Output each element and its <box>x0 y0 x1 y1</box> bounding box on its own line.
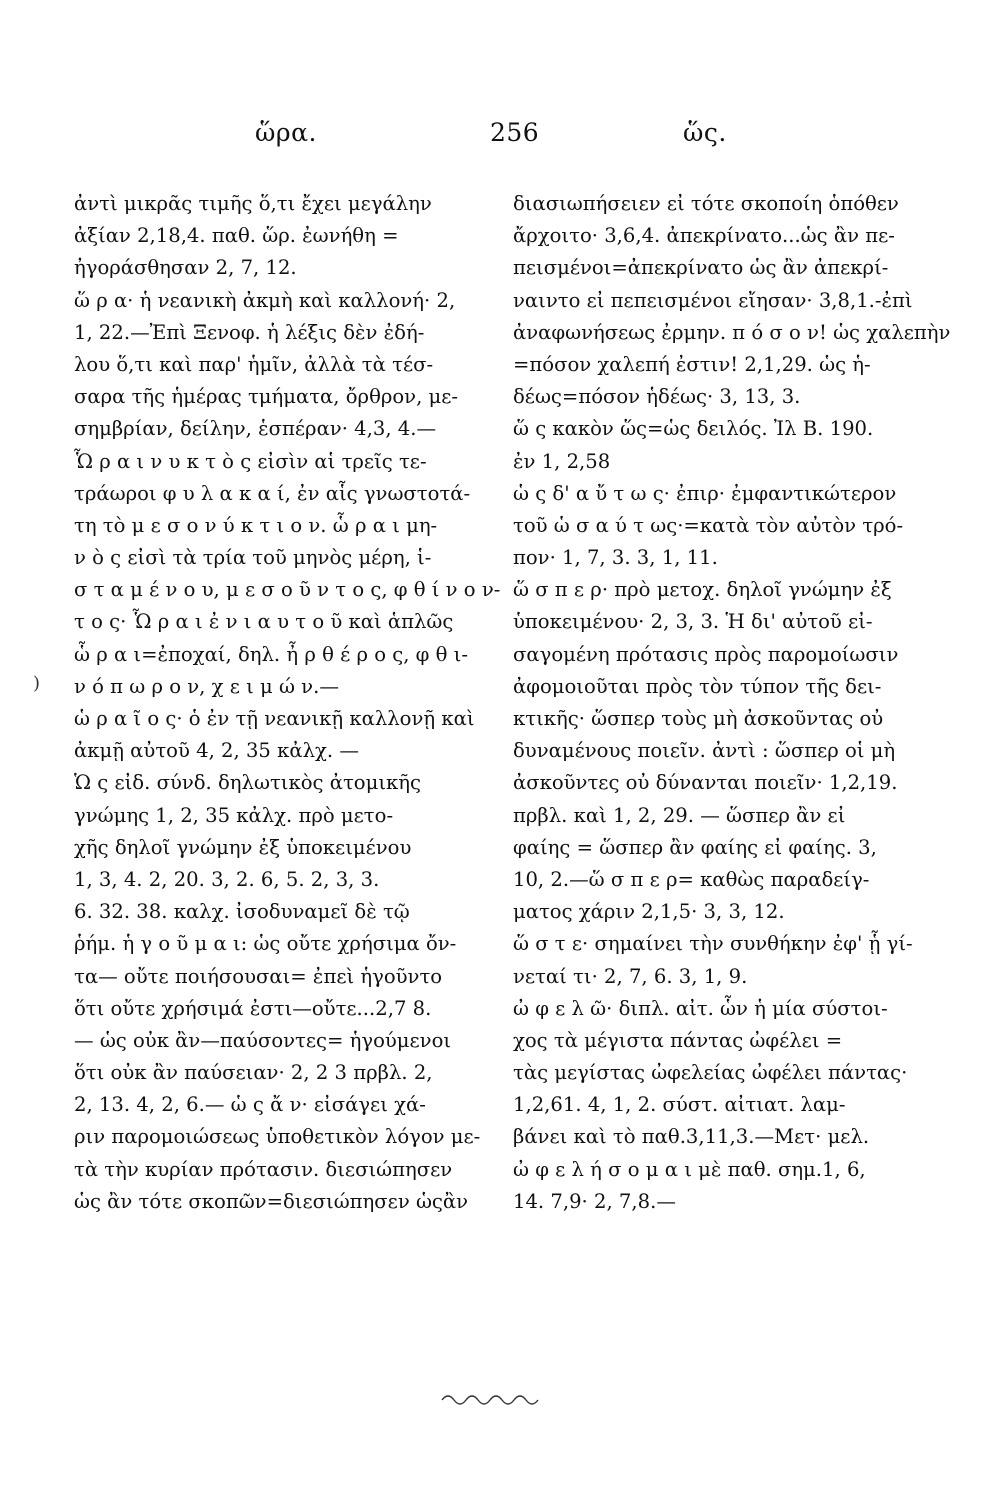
text-line: τράωροι φ υ λ α κ α ί, ἐν αἷς γνωστοτά- <box>74 481 471 505</box>
text-line: κτικῆς· ὥσπερ τοὺς μὴ ἀσκοῦντας οὐ <box>513 707 884 730</box>
text-line: ν ὸ ς εἰσὶ τὰ τρία τοῦ μηνὸς μέρη, ἱ- <box>74 546 432 570</box>
text-line: 10, 2.—ὥ σ π ε ρ= καθὼς παραδείγ- <box>513 867 870 891</box>
text-line: ναιντο εἰ πεπεισμένοι εἴησαν· 3,8,1.-ἐπὶ <box>513 288 913 312</box>
text-line: ὥ ς κακὸν ὥς=ὡς δειλός. Ἰλ Β. 190. <box>513 417 874 441</box>
text-line: ὅτι οὐκ ἂν παύσειαν· 2, 2 3 πρβλ. 2, <box>74 1061 433 1085</box>
text-line: τὰς μεγίστας ὠφελείας ὠφέλει πάντας· <box>513 1061 908 1085</box>
text-line: σαγομένη πρότασις πρὸς παρομοίωσιν <box>513 642 899 666</box>
text-line: =πόσον χαλεπή ἐστιν! 2,1,29. ὡς ἡ- <box>513 352 871 376</box>
text-line: νεταί τι· 2, 7, 6. 3, 1, 9. <box>513 964 748 988</box>
header-left-word: ὥρα. <box>255 118 317 147</box>
text-line: τα— οὔτε ποιήσουσαι= ἐπεὶ ἡγοῦντο <box>74 964 443 988</box>
text-line: σαρα τῆς ἡμέρας τμήματα, ὄρθρον, με- <box>74 385 459 409</box>
text-line: ἀναφωνήσεως ἐρμην. π ό σ ο ν! ὡς χαλεπὴν <box>513 320 951 344</box>
text-line: ὑποκειμένου· 2, 3, 3. Ἡ δι' αὐτοῦ εἰ- <box>513 610 873 634</box>
text-line: ὅτι οὔτε χρήσιμά ἐστι—οὔτε...2,7 8. <box>74 996 432 1020</box>
text-line: βάνει καὶ τὸ παθ.3,11,3.—Μετ· μελ. <box>513 1125 870 1149</box>
text-line: τὰ τὴν κυρίαν πρότασιν. διεσιώπησεν <box>74 1157 453 1181</box>
text-line: 1,2,61. 4, 1, 2. σύστ. αἰτιατ. λαμ- <box>513 1093 846 1117</box>
text-line: ἀξίαν 2,18,4. παθ. ὥρ. ἐωνήθη = <box>74 224 399 248</box>
text-line: πον· 1, 7, 3. 3, 1, 11. <box>513 546 718 570</box>
text-line: ὡ ς δ' α ὔ τ ω ς· ἐπιρ· ἐμφαντικώτερον <box>513 481 897 505</box>
text-line: ἀντὶ μικρᾶς τιμῆς ὅ,τι ἔχει μεγάλην <box>74 192 432 215</box>
text-line: ἠγοράσθησαν 2, 7, 12. <box>74 256 297 280</box>
text-line: ὡς ἂν τότε σκοπῶν=διεσιώπησεν ὡςἂν <box>74 1189 469 1213</box>
ornament-icon <box>440 1390 540 1410</box>
text-line: χῆς δηλοῖ γνώμην ἐξ ὑποκειμένου <box>74 835 412 859</box>
text-line: διασιωπήσειεν εἰ τότε σκοποίη ὁπόθεν <box>513 192 899 215</box>
text-line: ὧ ρ α ι=ἐποχαί, δηλ. ἦ ρ θ έ ρ ο ς, φ θ ι- <box>74 642 468 666</box>
text-line: χος τὰ μέγιστα πάντας ὠφέλει = <box>513 1028 843 1052</box>
text-line: ὠ φ ε λ ῶ· διπλ. αἰτ. ὧν ἡ μία σύστοι- <box>513 996 888 1020</box>
text-line: 14. 7,9· 2, 7,8.— <box>513 1189 676 1213</box>
left-column <box>74 188 501 1218</box>
text-line: τη τὸ μ ε σ ο ν ύ κ τ ι ο ν. ὧ ρ α ι μη- <box>74 513 438 537</box>
text-line: ριν παρομοιώσεως ὑποθετικὸν λόγον με- <box>74 1125 481 1149</box>
text-line: ματος χάριν 2,1,5· 3, 3, 12. <box>513 900 785 924</box>
text-line: ἀφομοιοῦται πρὸς τὸν τύπον τῆς δει- <box>513 674 882 698</box>
text-line: δέως=πόσον ἡδέως· 3, 13, 3. <box>513 385 801 409</box>
text-line: σ τ α μ έ ν ο υ, μ ε σ ο ῦ ν τ ο ς, φ θ ί ν ο ν- <box>74 578 501 602</box>
text-line: τ ο ς· Ὧ ρ α ι ἐ ν ι α υ τ ο ῦ καὶ ἁπλῶς <box>74 610 454 634</box>
text-line: 2, 13. 4, 2, 6.— ὡ ς ἄ ν· εἰσάγει χά- <box>74 1093 426 1117</box>
page-number: 256 <box>490 118 540 147</box>
text-line: ῥήμ. ἡ γ ο ῦ μ α ι: ὡς οὔτε χρήσιμα ὄν- <box>74 932 457 956</box>
text-line: δυναμένους ποιεῖν. ἀντὶ : ὥσπερ οἱ μὴ <box>513 739 896 763</box>
text-line: ὡ ρ α ῖ ο ς· ὁ ἐν τῇ νεανικῇ καλλονῇ καὶ <box>74 707 475 730</box>
text-line: τοῦ ὡ σ α ύ τ ως·=κατὰ τὸν αὐτὸν τρό- <box>513 513 904 537</box>
text-line: ἀσκοῦντες οὐ δύνανται ποιεῖν· 1,2,19. <box>513 771 898 795</box>
text-line: 6. 32. 38. καλχ. ἰσοδυναμεῖ δὲ τῷ <box>74 900 410 924</box>
text-line: πρβλ. καὶ 1, 2, 29. — ὥσπερ ἂν εἰ <box>513 803 846 827</box>
text-line: — ὡς οὐκ ἂν—παύσοντες= ἡγούμενοι <box>74 1028 452 1052</box>
text-line: Ὧ ρ α ι ν υ κ τ ὸ ς εἰσὶν αἱ τρεῖς τε- <box>74 449 427 473</box>
text-line: ὥ σ π ε ρ· πρὸ μετοχ. δηλοῖ γνώμην ἐξ <box>513 578 892 602</box>
text-line: ἐν 1, 2,58 <box>513 449 611 473</box>
text-line: ἀκμῇ αὐτοῦ 4, 2, 35 κἀλχ. — <box>74 739 359 763</box>
text-line: 1, 3, 4. 2, 20. 3, 2. 6, 5. 2, 3, 3. <box>74 867 380 891</box>
text-line: πεισμένοι=ἀπεκρίνατο ὡς ἂν ἀπεκρί- <box>513 256 889 280</box>
running-header <box>0 118 985 158</box>
text-line: λου ὅ,τι καὶ παρ' ἡμῖν, ἀλλὰ τὰ τέσ- <box>74 352 434 376</box>
text-line: Ὡ ς εἰδ. σύνδ. δηλωτικὸς ἀτομικῆς <box>74 771 421 795</box>
text-line: 1, 22.—Ἐπὶ Ξενοφ. ἡ λέξις δὲν ἐδή- <box>74 320 425 344</box>
text-line: ὥ ρ α· ἡ νεανικὴ ἀκμὴ καὶ καλλονή· 2, <box>74 288 456 312</box>
text-line: φαίης = ὥσπερ ἂν φαίης εἰ φαίης. 3, <box>513 835 877 859</box>
right-column <box>513 188 951 1218</box>
text-line: ὥ σ τ ε· σημαίνει τὴν συνθήκην ἐφ' ᾗ γί- <box>513 932 913 956</box>
header-right-word: ὥς. <box>683 118 727 147</box>
text-line: ἄρχοιτο· 3,6,4. ἀπεκρίνατο...ὡς ἂν πε- <box>513 224 895 248</box>
text-line: ὠ φ ε λ ή σ ο μ α ι μὲ παθ. σημ.1, 6, <box>513 1157 866 1181</box>
margin-mark: ) <box>33 673 41 694</box>
text-line: σημβρίαν, δείλην, ἑσπέραν· 4,3, 4.— <box>74 417 437 441</box>
text-line: ν ό π ω ρ ο ν, χ ε ι μ ώ ν.— <box>74 674 339 698</box>
text-line: γνώμης 1, 2, 35 κἀλχ. πρὸ μετο- <box>74 803 394 827</box>
